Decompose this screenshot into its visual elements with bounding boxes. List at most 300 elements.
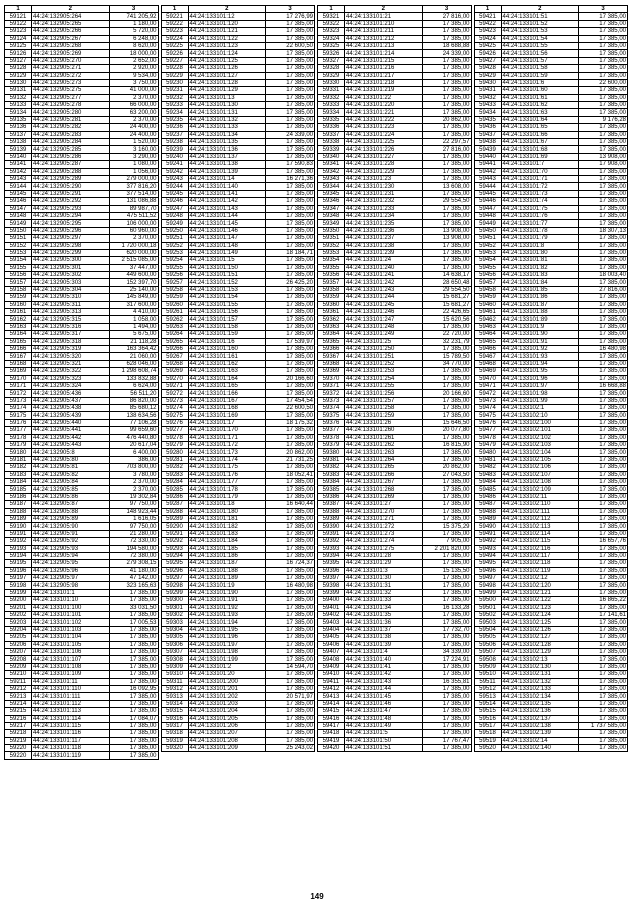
row-number: 59408 bbox=[318, 656, 345, 663]
row-number: 59122 bbox=[5, 20, 32, 27]
cadastral-number: 44:24:133101:129 bbox=[188, 87, 266, 94]
cadastral-value: 17 385,00 bbox=[422, 124, 471, 131]
cadastral-value: 17 385,00 bbox=[579, 139, 628, 146]
cadastral-value: 17 385,00 bbox=[579, 323, 628, 330]
cadastral-value: 17 385,00 bbox=[579, 183, 628, 190]
row-number: 59227 bbox=[161, 57, 188, 64]
cadastral-value: 17 385,00 bbox=[109, 663, 158, 670]
cadastral-number: 44:24:133102:127 bbox=[501, 634, 579, 641]
row-number: 59241 bbox=[161, 161, 188, 168]
table-row bbox=[318, 360, 472, 367]
table-row bbox=[5, 294, 159, 301]
cadastral-value: 15 375,29 bbox=[422, 523, 471, 530]
cadastral-number: 44:24:133101:29 bbox=[345, 560, 423, 567]
cadastral-number: 44:24:133101:60 bbox=[501, 87, 579, 94]
table-row bbox=[161, 708, 315, 715]
cadastral-number: 44:24:132905:323 bbox=[32, 375, 110, 382]
table-row bbox=[161, 168, 315, 175]
table-row bbox=[5, 390, 159, 397]
cadastral-value: 18 052,41 bbox=[266, 471, 315, 478]
cadastral-value: 17 385,00 bbox=[422, 619, 471, 626]
cadastral-number: 44:24:133101:110 bbox=[32, 685, 110, 692]
cadastral-number: 44:24:133101:144 bbox=[188, 212, 266, 219]
row-number: 59385 bbox=[318, 486, 345, 493]
cadastral-value: 17 385,00 bbox=[266, 612, 315, 619]
cadastral-number: 44:24:133101:267 bbox=[345, 479, 423, 486]
cadastral-value: 17 385,00 bbox=[422, 249, 471, 256]
table-row bbox=[5, 464, 159, 471]
table-block-2 bbox=[161, 5, 316, 890]
cadastral-value: 17 385,00 bbox=[579, 412, 628, 419]
cadastral-value: 72 330,00 bbox=[109, 538, 158, 545]
cadastral-number: 44:24:133101:142 bbox=[188, 198, 266, 205]
row-number: 59248 bbox=[161, 212, 188, 219]
cadastral-value: 18 688,88 bbox=[422, 42, 471, 49]
register-table bbox=[4, 5, 630, 890]
table-row bbox=[5, 530, 159, 537]
row-number: 59168 bbox=[5, 360, 32, 367]
cadastral-value: 17 385,00 bbox=[579, 405, 628, 412]
cadastral-value: 17 385,00 bbox=[422, 264, 471, 271]
row-number: 59489 bbox=[474, 515, 501, 522]
cadastral-value: 17 385,00 bbox=[266, 205, 315, 212]
row-number: 59470 bbox=[474, 375, 501, 382]
table-row bbox=[5, 745, 159, 752]
row-number: 59194 bbox=[5, 552, 32, 559]
cadastral-number: 44:24:133101:230 bbox=[345, 183, 423, 190]
row-number: 59202 bbox=[5, 612, 32, 619]
table-row bbox=[318, 124, 472, 131]
row-number: 59325 bbox=[318, 42, 345, 49]
row-number: 59429 bbox=[474, 72, 501, 79]
table-row bbox=[161, 161, 315, 168]
table-row bbox=[161, 560, 315, 567]
table-row bbox=[318, 722, 472, 729]
table-row bbox=[474, 331, 628, 338]
row-number: 59414 bbox=[318, 700, 345, 707]
table-row bbox=[474, 626, 628, 633]
cadastral-number: 44:24:133101:57 bbox=[501, 57, 579, 64]
table-row bbox=[318, 575, 472, 582]
cadastral-value: 17 385,00 bbox=[579, 309, 628, 316]
cadastral-number: 44:24:133101:43 bbox=[345, 678, 423, 685]
cadastral-value: 17 385,00 bbox=[579, 515, 628, 522]
table-row bbox=[318, 331, 472, 338]
cadastral-value: 17 385,00 bbox=[266, 87, 315, 94]
cadastral-value: 16 668,88 bbox=[579, 382, 628, 389]
cadastral-number: 44:24:132905:264 bbox=[32, 13, 110, 20]
column-header: 1 bbox=[318, 6, 345, 13]
table-row bbox=[5, 102, 159, 109]
row-number: 59481 bbox=[474, 456, 501, 463]
cadastral-number: 44:24:133101:83 bbox=[501, 272, 579, 279]
table-row bbox=[161, 737, 315, 744]
table-row bbox=[161, 501, 315, 508]
cadastral-value: 17 385,00 bbox=[266, 730, 315, 737]
table-row bbox=[5, 567, 159, 574]
cadastral-number: 44:24:133101:269 bbox=[345, 493, 423, 500]
cadastral-number: 44:24:133101:52 bbox=[501, 20, 579, 27]
row-number: 59274 bbox=[161, 405, 188, 412]
row-number: 59301 bbox=[161, 604, 188, 611]
row-number: 59271 bbox=[161, 382, 188, 389]
row-number: 59456 bbox=[474, 272, 501, 279]
cadastral-value: 17 385,00 bbox=[266, 109, 315, 116]
cadastral-number: 44:24:133102:101 bbox=[501, 427, 579, 434]
row-number: 59167 bbox=[5, 353, 32, 360]
table-row bbox=[5, 427, 159, 434]
row-number: 59275 bbox=[161, 412, 188, 419]
cadastral-number: 44:24:133102:107 bbox=[501, 471, 579, 478]
cadastral-value: 17 385,00 bbox=[109, 597, 158, 604]
cadastral-value: 17 385,00 bbox=[579, 678, 628, 685]
row-number: 59250 bbox=[161, 227, 188, 234]
cadastral-number: 44:24:133101:254 bbox=[345, 375, 423, 382]
table-row bbox=[5, 575, 159, 582]
cadastral-value: 17 385,00 bbox=[422, 405, 471, 412]
table-row bbox=[318, 582, 472, 589]
row-number: 59186 bbox=[5, 493, 32, 500]
row-number: 59386 bbox=[318, 493, 345, 500]
cadastral-number: 44:24:132905:316 bbox=[32, 323, 110, 330]
table-row bbox=[474, 35, 628, 42]
cadastral-number: 44:24:133102:103 bbox=[501, 442, 579, 449]
cadastral-value: 3 750,00 bbox=[109, 79, 158, 86]
table-row bbox=[161, 13, 315, 20]
cadastral-number: 44:24:133101:94 bbox=[501, 360, 579, 367]
cadastral-number: 44:24:133101:258 bbox=[345, 405, 423, 412]
table-row bbox=[5, 109, 159, 116]
table-row bbox=[474, 464, 628, 471]
row-number: 59136 bbox=[5, 124, 32, 131]
row-number: 59170 bbox=[5, 375, 32, 382]
row-number: 59232 bbox=[161, 94, 188, 101]
cadastral-number: 44:24:132905:8 bbox=[32, 449, 110, 456]
row-number: 59415 bbox=[318, 708, 345, 715]
table-row bbox=[474, 678, 628, 685]
cadastral-number: 44:24:133101:133 bbox=[188, 124, 266, 131]
cadastral-value: 17 385,00 bbox=[422, 715, 471, 722]
cadastral-value: 15 620,56 bbox=[422, 316, 471, 323]
cadastral-number: 44:24:132905:281 bbox=[32, 116, 110, 123]
cadastral-value: 17 385,00 bbox=[422, 575, 471, 582]
cadastral-value: 17 385,00 bbox=[266, 57, 315, 64]
cadastral-number: 44:24:133101:244 bbox=[345, 294, 423, 301]
row-number: 59382 bbox=[318, 464, 345, 471]
table-row bbox=[318, 397, 472, 404]
cadastral-value: 17 385,00 bbox=[266, 479, 315, 486]
table-row bbox=[474, 139, 628, 146]
cadastral-number: 44:24:133101:81 bbox=[501, 257, 579, 264]
cadastral-number: 44:24:133101:82 bbox=[501, 264, 579, 271]
table-row bbox=[5, 501, 159, 508]
table-row bbox=[161, 183, 315, 190]
table-row bbox=[474, 323, 628, 330]
row-number: 59199 bbox=[5, 589, 32, 596]
table-row bbox=[5, 360, 159, 367]
row-number: 59143 bbox=[5, 175, 32, 182]
cadastral-number: 44:24:133101:53 bbox=[501, 28, 579, 35]
cadastral-value: 17 385,00 bbox=[579, 730, 628, 737]
cadastral-value: 17 385,00 bbox=[422, 94, 471, 101]
cadastral-number: 44:24:132905:269 bbox=[32, 50, 110, 57]
cadastral-value: 1 720 000,18 bbox=[109, 242, 158, 249]
row-number: 59164 bbox=[5, 331, 32, 338]
row-number: 59279 bbox=[161, 442, 188, 449]
cadastral-number: 44:24:132905:91 bbox=[32, 530, 110, 537]
row-number: 59127 bbox=[5, 57, 32, 64]
cadastral-number: 44:24:133101:37 bbox=[345, 626, 423, 633]
cadastral-value: 97 750,00 bbox=[109, 501, 158, 508]
table-row bbox=[161, 663, 315, 670]
row-number: 59410 bbox=[318, 671, 345, 678]
cadastral-value: 17 385,00 bbox=[266, 464, 315, 471]
row-number: 59141 bbox=[5, 161, 32, 168]
table-row bbox=[161, 286, 315, 293]
cadastral-value: 17 385,00 bbox=[266, 102, 315, 109]
cadastral-value: 13 608,00 bbox=[422, 183, 471, 190]
table-row bbox=[5, 198, 159, 205]
cadastral-value: 17 385,00 bbox=[422, 368, 471, 375]
row-number: 59240 bbox=[161, 153, 188, 160]
cadastral-value: 17 385,00 bbox=[422, 220, 471, 227]
table-row bbox=[318, 183, 472, 190]
cadastral-number: 44:24:133101:119 bbox=[32, 752, 110, 759]
cadastral-value: 16 657,76 bbox=[579, 538, 628, 545]
cadastral-number: 44:24:133101:241 bbox=[345, 272, 423, 279]
table-row bbox=[161, 641, 315, 648]
cadastral-number: 44:24:133101:154 bbox=[188, 294, 266, 301]
cadastral-value: 17 385,00 bbox=[579, 656, 628, 663]
table-row bbox=[318, 678, 472, 685]
table-row bbox=[318, 419, 472, 426]
cadastral-number: 44:24:132905:292 bbox=[32, 198, 110, 205]
row-number: 59263 bbox=[161, 323, 188, 330]
cadastral-number: 44:24:133101:223 bbox=[345, 124, 423, 131]
table-row bbox=[5, 345, 159, 352]
cadastral-value: 17 385,00 bbox=[266, 360, 315, 367]
cadastral-number: 44:24:133101:220 bbox=[345, 102, 423, 109]
cadastral-value: 20 077,80 bbox=[422, 427, 471, 434]
row-number: 59260 bbox=[161, 301, 188, 308]
row-number: 59406 bbox=[318, 641, 345, 648]
cadastral-number: 44:24:133102:11 bbox=[501, 493, 579, 500]
cadastral-value: 17 385,00 bbox=[579, 582, 628, 589]
table-row bbox=[161, 28, 315, 35]
cadastral-value: 17 385,00 bbox=[422, 508, 471, 515]
table-row bbox=[318, 227, 472, 234]
table-row bbox=[318, 464, 472, 471]
cadastral-number: 44:24:133101:30 bbox=[345, 575, 423, 582]
table-row bbox=[318, 87, 472, 94]
cadastral-number: 44:24:133101:199 bbox=[188, 656, 266, 663]
table-row bbox=[474, 345, 628, 352]
table-row bbox=[474, 456, 628, 463]
row-number: 59125 bbox=[5, 42, 32, 49]
cadastral-value: 17 385,00 bbox=[266, 493, 315, 500]
table-row bbox=[5, 286, 159, 293]
table-row bbox=[5, 249, 159, 256]
cadastral-value: 13 908,00 bbox=[422, 227, 471, 234]
table-row bbox=[474, 190, 628, 197]
table-row bbox=[161, 360, 315, 367]
row-number: 59340 bbox=[318, 153, 345, 160]
table-row bbox=[318, 560, 472, 567]
table-row bbox=[474, 79, 628, 86]
row-number: 59484 bbox=[474, 479, 501, 486]
cadastral-value: 17 385,00 bbox=[422, 612, 471, 619]
row-number: 59398 bbox=[318, 582, 345, 589]
row-number: 59293 bbox=[161, 545, 188, 552]
table-row bbox=[474, 353, 628, 360]
table-row bbox=[161, 109, 315, 116]
cadastral-value: 628 046,00 bbox=[109, 360, 158, 367]
table-row bbox=[5, 552, 159, 559]
cadastral-number: 44:24:132905:296 bbox=[32, 227, 110, 234]
row-number: 59225 bbox=[161, 42, 188, 49]
cadastral-value: 17 385,00 bbox=[266, 508, 315, 515]
row-number: 59423 bbox=[474, 28, 501, 35]
row-number: 59151 bbox=[5, 235, 32, 242]
row-number: 59424 bbox=[474, 35, 501, 42]
table-row bbox=[161, 375, 315, 382]
row-number: 59338 bbox=[318, 139, 345, 146]
cadastral-number: 44:24:133101:164 bbox=[188, 375, 266, 382]
table-row bbox=[474, 368, 628, 375]
table-row bbox=[161, 50, 315, 57]
table-row bbox=[318, 205, 472, 212]
cadastral-value: 29 554,50 bbox=[422, 198, 471, 205]
cadastral-number: 44:24:133101:211 bbox=[345, 28, 423, 35]
table-row bbox=[5, 656, 159, 663]
cadastral-value: 17 385,00 bbox=[109, 737, 158, 744]
cadastral-value: 17 385,00 bbox=[109, 678, 158, 685]
row-number: 59495 bbox=[474, 560, 501, 567]
cadastral-value: 25 140,00 bbox=[109, 286, 158, 293]
cadastral-number: 44:24:133101:274 bbox=[345, 538, 423, 545]
cadastral-value: 17 385,00 bbox=[109, 626, 158, 633]
row-number: 59154 bbox=[5, 257, 32, 264]
cadastral-value: 17 385,00 bbox=[579, 619, 628, 626]
cadastral-value: 17 385,00 bbox=[579, 146, 628, 153]
cadastral-number: 44:24:133101:255 bbox=[345, 382, 423, 389]
cadastral-number: 44:24:133102:13 bbox=[501, 656, 579, 663]
row-number: 59467 bbox=[474, 353, 501, 360]
row-number: 59393 bbox=[318, 545, 345, 552]
cadastral-value: 17 385,00 bbox=[422, 745, 471, 752]
table-row bbox=[5, 434, 159, 441]
cadastral-number: 44:24:132905:267 bbox=[32, 35, 110, 42]
table-row bbox=[474, 301, 628, 308]
row-number: 59172 bbox=[5, 390, 32, 397]
cadastral-value: 17 385,00 bbox=[266, 412, 315, 419]
row-number: 59328 bbox=[318, 65, 345, 72]
table-row bbox=[161, 575, 315, 582]
cadastral-number: 44:24:133101:47 bbox=[345, 708, 423, 715]
row-number: 59349 bbox=[318, 220, 345, 227]
row-number: 59493 bbox=[474, 545, 501, 552]
table-row bbox=[318, 249, 472, 256]
cadastral-number: 44:24:133101:107 bbox=[32, 656, 110, 663]
row-number: 59475 bbox=[474, 412, 501, 419]
cadastral-value: 16 355,81 bbox=[422, 678, 471, 685]
cadastral-value: 17 385,00 bbox=[266, 227, 315, 234]
table-row bbox=[474, 560, 628, 567]
row-number: 59411 bbox=[318, 678, 345, 685]
cadastral-number: 44:24:133101:247 bbox=[345, 316, 423, 323]
row-number: 59124 bbox=[5, 35, 32, 42]
cadastral-number: 44:24:133101:75 bbox=[501, 205, 579, 212]
row-number: 59503 bbox=[474, 619, 501, 626]
row-number: 59520 bbox=[474, 745, 501, 752]
cadastral-value: 24 400,00 bbox=[109, 124, 158, 131]
cadastral-number: 44:24:133101:180 bbox=[188, 508, 266, 515]
row-number: 59459 bbox=[474, 294, 501, 301]
cadastral-number: 44:24:132905:284 bbox=[32, 139, 110, 146]
cadastral-value: 3 780,00 bbox=[109, 471, 158, 478]
cadastral-value: 17 385,00 bbox=[422, 205, 471, 212]
row-number: 59280 bbox=[161, 449, 188, 456]
table-row bbox=[474, 390, 628, 397]
cadastral-number: 44:24:133101:182 bbox=[188, 523, 266, 530]
cadastral-number: 44:24:133101:115 bbox=[32, 722, 110, 729]
cadastral-value: 17 385,00 bbox=[579, 301, 628, 308]
cadastral-value: 17 385,00 bbox=[266, 65, 315, 72]
row-number: 59508 bbox=[474, 656, 501, 663]
cadastral-number: 44:24:133102:133 bbox=[501, 685, 579, 692]
table-row bbox=[161, 405, 315, 412]
row-number: 59235 bbox=[161, 116, 188, 123]
cadastral-number: 44:24:133101:136 bbox=[188, 146, 266, 153]
cadastral-number: 44:24:133101:127 bbox=[188, 72, 266, 79]
row-number: 59392 bbox=[318, 538, 345, 545]
cadastral-value: 17 385,00 bbox=[266, 353, 315, 360]
cadastral-value: 33 031,50 bbox=[109, 604, 158, 611]
table-row bbox=[318, 286, 472, 293]
cadastral-number: 44:24:133101:67 bbox=[501, 139, 579, 146]
cadastral-number: 44:24:132905:89 bbox=[32, 515, 110, 522]
row-number: 59355 bbox=[318, 264, 345, 271]
row-number: 59433 bbox=[474, 102, 501, 109]
cadastral-number: 44:24:133101:122 bbox=[188, 35, 266, 42]
table-row bbox=[318, 427, 472, 434]
table-row bbox=[161, 434, 315, 441]
cadastral-value: 13 908,00 bbox=[579, 153, 628, 160]
cadastral-value: 386,00 bbox=[109, 456, 158, 463]
cadastral-number: 44:24:133102:110 bbox=[501, 501, 579, 508]
row-number: 59346 bbox=[318, 198, 345, 205]
cadastral-number: 44:24:133101:97 bbox=[501, 382, 579, 389]
row-number: 59366 bbox=[318, 345, 345, 352]
cadastral-value: 194 580,00 bbox=[109, 545, 158, 552]
cadastral-value: 17 385,00 bbox=[266, 619, 315, 626]
cadastral-value: 17 385,00 bbox=[422, 175, 471, 182]
cadastral-value: 20 862,00 bbox=[422, 464, 471, 471]
cadastral-number: 44:24:133101:123 bbox=[188, 42, 266, 49]
table-row bbox=[474, 153, 628, 160]
table-row bbox=[474, 641, 628, 648]
cadastral-value: 17 385,00 bbox=[266, 116, 315, 123]
cadastral-value: 17 385,00 bbox=[579, 168, 628, 175]
cadastral-number: 44:24:133101:239 bbox=[345, 249, 423, 256]
row-number: 59292 bbox=[161, 538, 188, 545]
cadastral-value: 89 987,70 bbox=[109, 205, 158, 212]
row-number: 59245 bbox=[161, 190, 188, 197]
row-number: 59215 bbox=[5, 708, 32, 715]
table-row bbox=[161, 249, 315, 256]
table-row bbox=[318, 220, 472, 227]
table-row bbox=[318, 708, 472, 715]
